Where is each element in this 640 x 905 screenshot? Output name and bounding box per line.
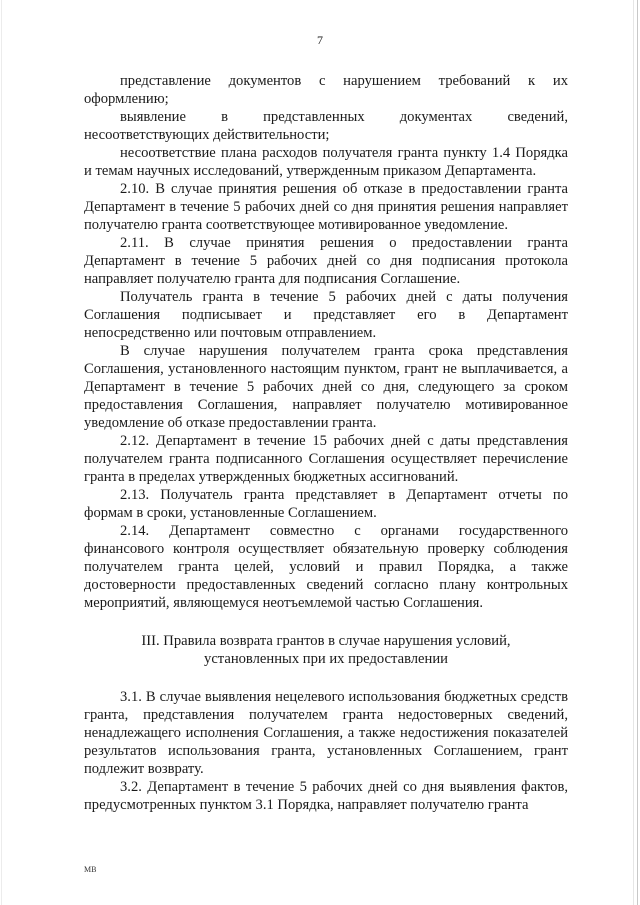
- scan-edge-right: [637, 0, 638, 905]
- page-number: 7: [317, 33, 323, 47]
- section-heading-line: III. Правила возврата грантов в случае нарушения условий,: [141, 633, 511, 649]
- paragraph: 3.2. Департамент в течение 5 рабочих дней со дня выявления фактов, предусмотренных пунктом 3.1 Порядка, направляет получателю гранта: [84, 779, 568, 813]
- paragraph: выявление в представленных документах сведений, несоответствующих действительности;: [84, 109, 568, 143]
- scan-edge-left: [1, 0, 2, 905]
- section-heading-line: установленных при их предоставлении: [204, 651, 448, 667]
- paragraph: 3.1. В случае выявления нецелевого использования бюджетных средств гранта, представления получателем гранта недостоверных сведений, ненадлежащего исполнения Соглашения, а также недостижения показателей результатов использования гранта, установленных Соглашением, грант подлежит возврату.: [84, 689, 568, 777]
- paragraph: 2.12. Департамент в течение 15 рабочих дней с даты представления получателем гранта подписанного Соглашения осуществляет перечисление гранта в пределах утвержденных бюджетных ассигнований.: [84, 433, 568, 485]
- document-body: [84, 72, 568, 814]
- paragraph: 2.14. Департамент совместно с органами государственного финансового контроля осуществляет обязательную проверку соблюдения получателем гранта целей, условий и правил Порядка, а также достоверности предоставленных сведений согласно плану контрольных мероприятий, являющемуся неотъемлемой частью Соглашения.: [84, 523, 568, 611]
- paragraph: Получатель гранта в течение 5 рабочих дней с даты получения Соглашения подписывает и представляет его в Департамент непосредственно или почтовым отправлением.: [84, 289, 568, 341]
- footer-code: МВ: [84, 865, 97, 874]
- paragraph: несоответствие плана расходов получателя гранта пункту 1.4 Порядка и темам научных исследований, утвержденным приказом Департамента.: [84, 145, 568, 179]
- paragraph: 2.11. В случае принятия решения о предоставлении гранта Департамент в течение 5 рабочих дней со дня подписания протокола направляет получателю гранта для подписания Соглашение.: [84, 235, 568, 287]
- paragraph: В случае нарушения получателем гранта срока представления Соглашения, установленного настоящим пунктом, грант не выплачивается, а Департамент в течение 5 рабочих дней со дня, следующего за сроком предоставления Соглашения, направляет получателю мотивированное уведомление об отказе предоставлении гранта.: [84, 343, 568, 431]
- scan-edge-right-inner: [633, 0, 634, 905]
- paragraph: представление документов с нарушением требований к их оформлению;: [84, 73, 568, 107]
- paragraph: 2.13. Получатель гранта представляет в Департамент отчеты по формам в сроки, установленные Соглашением.: [84, 487, 568, 521]
- paragraph: 2.10. В случае принятия решения об отказе в предоставлении гранта Департамент в течение 5 рабочих дней со дня принятия решения направляет получателю гранта соответствующее мотивированное уведомление.: [84, 181, 568, 233]
- section-heading: [84, 632, 568, 668]
